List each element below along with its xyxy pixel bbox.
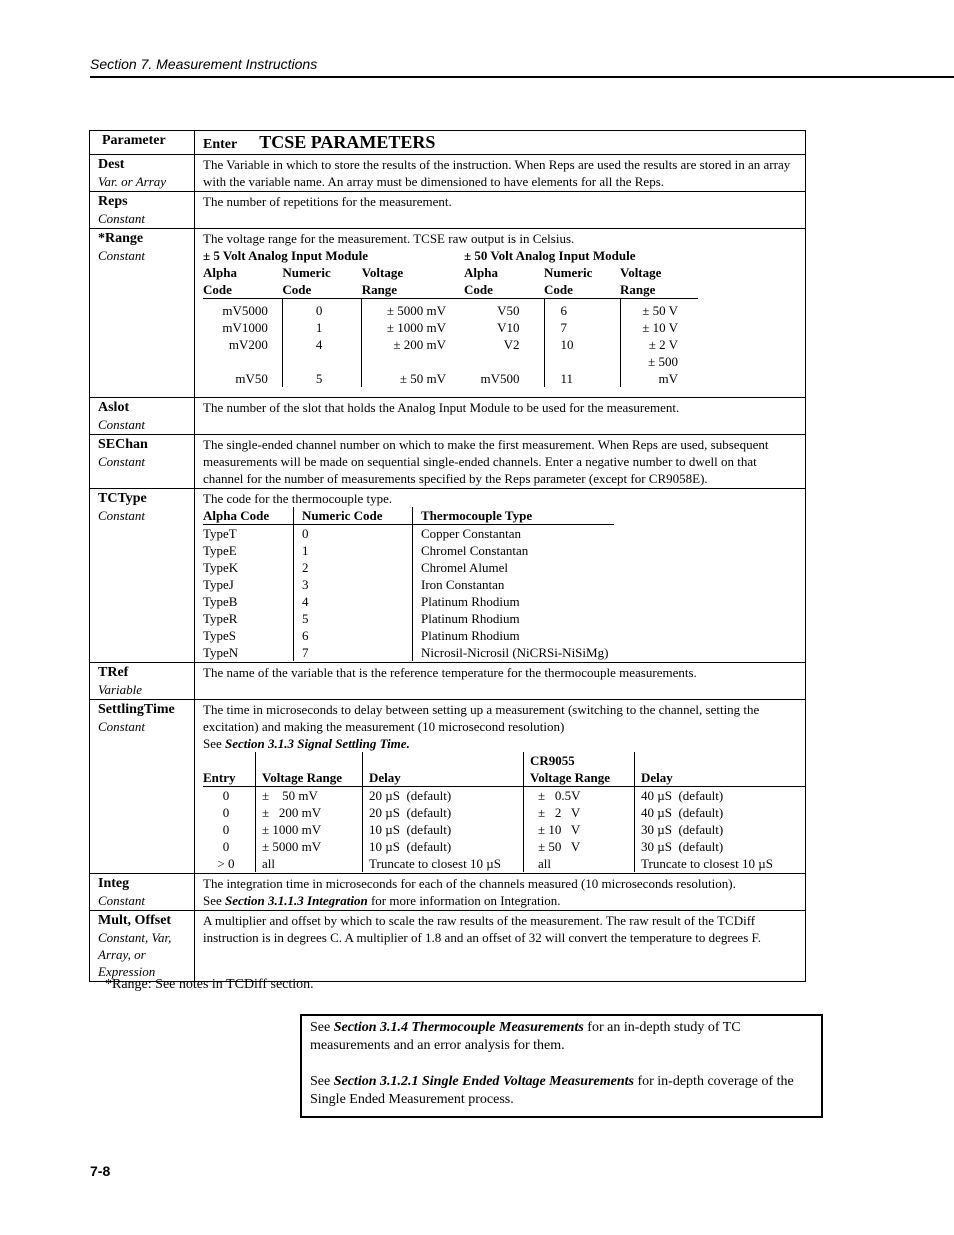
table-header-row [90,131,806,155]
alpha-code-cell: TypeK [203,560,239,575]
alpha-code-cell: TypeN [203,645,239,660]
alpha-code-cell: mV1000 [222,320,268,335]
table-row [203,576,614,593]
param-row-sechan [90,435,806,489]
thermocouple-type-cell: Iron Constantan [413,576,615,593]
see-also-box [300,1014,823,1118]
param-row-aslot [90,398,806,435]
col-numeric: Numeric [282,265,331,280]
thermocouple-type-cell: Nicrosil-Nicrosil (NiCRSi-NiSiMg) [413,644,615,661]
thermocouple-type-cell: Platinum Rhodium [413,593,615,610]
section-header: Section 7. Measurement Instructions [90,56,954,78]
table-row [203,644,614,661]
alpha-code-cell: mV500 [480,371,520,386]
thermocouple-type-table [203,507,614,661]
table-row [203,336,698,353]
alpha-code-cell: TypeB [203,594,238,609]
table-row [203,559,614,576]
param-type: Variable [98,682,143,697]
thermocouple-type-cell: Copper Constantan [413,525,615,543]
alpha-code-cell: V10 [497,320,520,335]
param-description: The time in microseconds to delay between setting up a measurement (switching to the channel, setting the excitation) and making the measurement (10 microsecond resolution) [203,702,760,734]
thermocouple-type-cell: Chromel Alumel [413,559,615,576]
table-row [203,838,805,855]
param-row-tctype [90,489,806,663]
col-cr9055: CR9055 [530,753,575,768]
thermocouple-type-cell: Chromel Constantan [413,542,615,559]
voltage-range-2-cell: all [524,855,635,872]
table-row [203,319,698,336]
col-alpha: Alpha [203,265,237,280]
col-alpha: Alpha [464,265,498,280]
param-description: The code for the thermocouple type. [203,491,393,506]
voltage-range-2-cell: ± 50 V [524,838,635,855]
param-row-dest [90,155,806,192]
delay-2-cell: 40 µS (default) [635,804,806,821]
param-description: The number of repetitions for the measurement. [195,192,806,229]
delay-2-cell: 40 µS (default) [635,787,806,805]
param-row-settlingtime [90,700,806,874]
param-name: SEChan [98,437,148,452]
voltage-range-2-cell: ± 0.5V [524,787,635,805]
page-number: 7-8 [90,1163,111,1179]
col-range: Range [620,282,656,297]
thermocouple-type-cell: Platinum Rhodium [413,627,615,644]
param-type: Constant, Var, Array, or Expression [98,930,172,979]
voltage-range-cell: ± 2 V [620,336,698,353]
alpha-code-cell: TypeS [203,628,237,643]
numeric-code-cell: 5 [282,353,361,387]
col-numeric: Numeric [544,265,593,280]
param-name: TRef [98,665,129,680]
numeric-code-cell: 0 [282,299,361,320]
numeric-code-cell: 6 [544,299,620,320]
delay-cell: 20 µS (default) [363,804,524,821]
table-row [203,627,614,644]
col-voltage: Voltage [620,265,662,280]
param-row-range [90,229,806,398]
col-code: Code [464,282,493,297]
table-row [203,804,805,821]
col-numeric-code: Numeric Code [294,507,413,525]
param-description: The integration time in microseconds for each of the channels measured (10 microseconds resolution). [203,876,736,891]
entry-cell: 0 [222,822,230,837]
param-type: Constant [98,417,145,432]
numeric-code-cell: 0 [294,525,413,543]
param-description: The single-ended channel number on which to make the first measurement. When Reps are used, subsequent measurements will be made on sequential single-ended channels. Enter a negative number to dwell on that channel for the number of measurements specified by the Reps parameter (except for CR9058E). [195,435,806,489]
param-name: Integ [98,876,130,891]
param-description: A multiplier and offset by which to scale the raw results of the measurement. The raw result of the TCDiff instruction is in degrees C. A multiplier of 1.8 and an offset of 32 will convert the temperature to degrees F. [195,911,806,982]
param-type: Constant [98,508,145,523]
alpha-code-cell: mV5000 [222,303,268,318]
voltage-range-2-cell: ± 2 V [524,804,635,821]
table-row [203,855,805,872]
param-name: Reps [98,194,128,209]
param-name: TCType [98,491,147,506]
param-type: Constant [98,893,145,908]
range-footnote: *Range: See notes in TCDiff section. [105,977,314,992]
voltage-range-cell: ± 50 mV [256,787,363,805]
tcse-parameters-table [89,130,806,982]
delay-cell: 20 µS (default) [363,787,524,805]
voltage-range-cell: ± 10 V [620,319,698,336]
param-row-reps [90,192,806,229]
table-row [203,299,698,320]
col-delay-2: Delay [635,752,806,787]
alpha-code-cell: mV200 [228,337,268,352]
col-thermocouple-type: Thermocouple Type [413,507,615,525]
voltage-range-cell: ± 5000 mV [256,838,363,855]
col-code: Code [282,282,312,297]
table-row [203,353,698,387]
voltage-range-cell: ± 50 V [620,299,698,320]
alpha-code-cell: V50 [497,303,520,318]
range-code-table [203,247,698,387]
alpha-code-cell: TypeR [203,611,238,626]
param-name: Mult, Offset [98,913,172,928]
col-entry: Entry [203,752,256,787]
param-description: The number of the slot that holds the Analog Input Module to be used for the measurement. [195,398,806,435]
delay-2-cell: 30 µS (default) [635,821,806,838]
table-row [203,787,805,805]
col-voltage-range: Voltage Range [256,752,363,787]
alpha-code-cell: TypeT [203,526,237,541]
parameter-column-header: Parameter [102,133,166,148]
numeric-code-cell: 4 [294,593,413,610]
voltage-range-cell: ± 200 mV [362,336,464,353]
delay-2-cell: Truncate to closest 10 µS [635,855,806,872]
param-type: Constant [98,454,145,469]
entry-cell: 0 [222,788,230,803]
col-voltage-range-2: Voltage Range [530,770,611,785]
numeric-code-cell: 6 [294,627,413,644]
alpha-code-cell: TypeJ [203,577,234,592]
voltage-range-cell: ± 50 mV [362,353,464,387]
table-row [203,610,614,627]
thermocouple-type-cell: Platinum Rhodium [413,610,615,627]
voltage-range-cell: ± 1000 mV [256,821,363,838]
table-title: TCSE PARAMETERS [259,132,436,152]
entry-cell: > 0 [217,856,235,871]
entry-cell: 0 [222,839,230,854]
table-row [203,525,614,543]
col-code: Code [203,282,232,297]
alpha-code-cell: mV50 [235,371,268,386]
param-row-integ [90,874,806,911]
numeric-code-cell: 4 [282,336,361,353]
settling-see-reference: See Section 3.1.3 Signal Settling Time. [203,736,410,751]
enter-column-header: Enter [203,137,238,152]
numeric-code-cell: 1 [282,319,361,336]
integ-see-reference: See Section 3.1.1.3 Integration for more information on Integration. [203,893,561,908]
voltage-range-cell: ± 5000 mV [362,299,464,320]
param-name: Aslot [98,400,130,415]
col-code: Code [544,282,573,297]
voltage-range-cell: ± 200 mV [256,804,363,821]
module-50v-label: ± 50 Volt Analog Input Module [464,248,636,263]
param-description: The Variable in which to store the results of the instruction. When Reps are used the results are stored in an array with the variable name. An array must be dimensioned to have elements for all the Reps. [195,155,806,192]
delay-cell: 10 µS (default) [363,838,524,855]
see-also-single-ended: See Section 3.1.2.1 Single Ended Voltage Measurements for in-depth coverage of the Single Ended Measurement process. [310,1074,794,1107]
voltage-range-cell: ± 500 mV [620,353,698,387]
param-description: The voltage range for the measurement. TCSE raw output is in Celsius. [203,231,575,246]
param-name: SettlingTime [98,702,175,717]
table-row [203,593,614,610]
delay-cell: 10 µS (default) [363,821,524,838]
numeric-code-cell: 3 [294,576,413,593]
voltage-range-cell: all [256,855,363,872]
numeric-code-cell: 10 [544,336,620,353]
delay-2-cell: 30 µS (default) [635,838,806,855]
entry-cell: 0 [222,805,230,820]
numeric-code-cell: 7 [544,319,620,336]
param-name: *Range [98,231,144,246]
param-row-tref [90,663,806,700]
alpha-code-cell: V2 [503,337,520,352]
table-row [203,821,805,838]
numeric-code-cell: 2 [294,559,413,576]
module-5v-label: ± 5 Volt Analog Input Module [203,248,368,263]
param-type: Constant [98,248,145,263]
param-row-mult-offset [90,911,806,982]
param-description: The name of the variable that is the reference temperature for the thermocouple measurements. [195,663,806,700]
settling-time-table [203,752,805,872]
table-row [203,542,614,559]
param-type: Var. or Array [98,174,167,189]
alpha-code-cell: TypeE [203,543,237,558]
param-name: Dest [98,157,125,172]
col-alpha-code: Alpha Code [203,507,294,525]
voltage-range-2-cell: ± 10 V [524,821,635,838]
numeric-code-cell: 7 [294,644,413,661]
param-type: Constant [98,719,145,734]
param-type: Constant [98,211,145,226]
col-delay: Delay [363,752,524,787]
see-also-thermocouple: See Section 3.1.4 Thermocouple Measurements for an in-depth study of TC measurements and an error analysis for them. [310,1020,741,1053]
col-voltage: Voltage [361,265,404,280]
numeric-code-cell: 1 [294,542,413,559]
numeric-code-cell: 5 [294,610,413,627]
numeric-code-cell: 11 [544,353,620,387]
delay-cell: Truncate to closest 10 µS [363,855,524,872]
col-range: Range [361,282,398,297]
voltage-range-cell: ± 1000 mV [362,319,464,336]
